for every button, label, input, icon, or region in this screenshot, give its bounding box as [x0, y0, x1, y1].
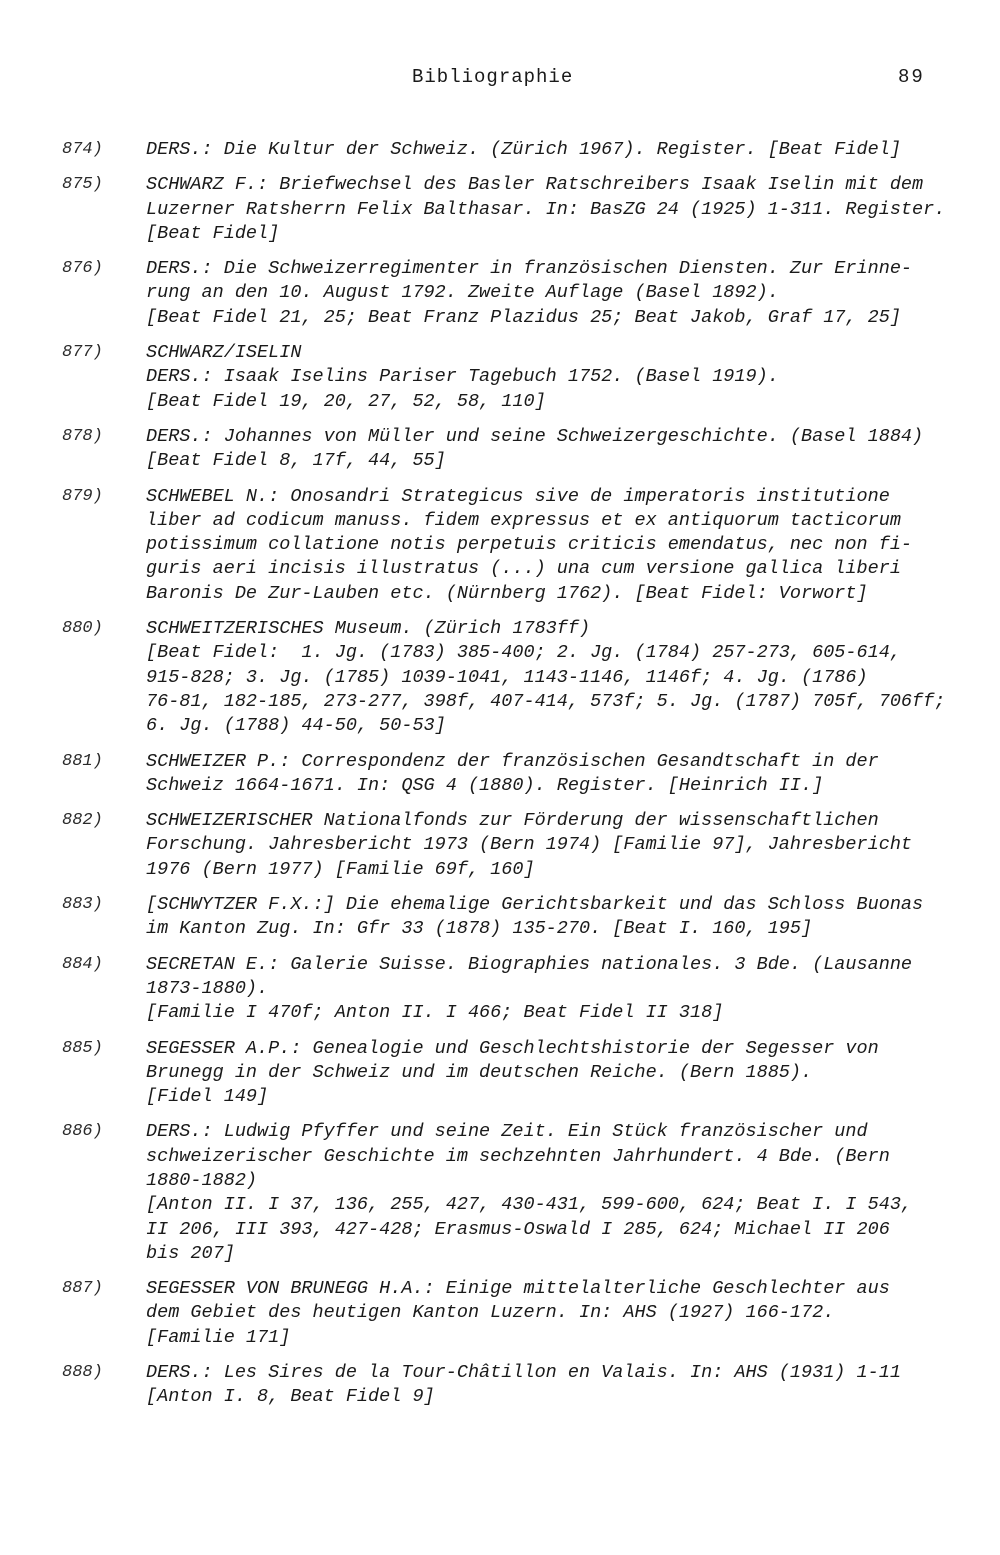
entry-line: schweizerischer Geschichte im sechzehnten Jahrhundert. 4 Bde. (Bern: [146, 1145, 890, 1167]
bibliography-entry: [0, 1361, 1000, 1410]
entry-line: SCHWARZ F.: Briefwechsel des Basler Ratschreibers Isaak Iselin mit dem: [146, 174, 924, 196]
entry-text: [146, 750, 966, 799]
entry-line: im Kanton Zug. In: Gfr 33 (1878) 135-270. [Beat I. 160, 195]: [146, 918, 813, 940]
entry-number: 874): [62, 140, 103, 159]
entry-line: Luzerner Ratsherrn Felix Balthasar. In: BasZG 24 (1925) 1-311. Register.: [146, 198, 946, 220]
entry-text: [146, 257, 966, 330]
entry-line: [Anton II. I 37, 136, 255, 427, 430-431, 599-600, 624; Beat I. I 543,: [146, 1194, 913, 1216]
entry-line: Brunegg in der Schweiz und im deutschen Reiche. (Bern 1885).: [146, 1061, 813, 1083]
entry-line: DERS.: Isaak Iselins Pariser Tagebuch 1752. (Basel 1919).: [146, 366, 779, 388]
bibliography-entry: [0, 953, 1000, 1026]
entry-text: [146, 617, 966, 738]
entry-line: SCHWEBEL N.: Onosandri Strategicus sive de imperatoris institutione: [146, 485, 890, 507]
entry-text: [146, 809, 966, 882]
entry-line: SCHWEIZERISCHER Nationalfonds zur Förderung der wissenschaftlichen: [146, 810, 879, 832]
entry-text: [146, 1361, 966, 1410]
entry-line: [Fidel 149]: [146, 1086, 269, 1108]
entry-line: SCHWEIZER P.: Correspondenz der französischen Gesandtschaft in der: [146, 750, 879, 772]
bibliography-entry: [0, 257, 1000, 330]
entry-number: 879): [62, 486, 103, 506]
page-number: 89: [898, 66, 925, 88]
entry-number: 875): [62, 175, 103, 195]
bibliography-entry: [0, 138, 1000, 162]
entry-number: 884): [62, 954, 103, 974]
bibliography-entry: [0, 750, 1000, 799]
entry-line: DERS.: Ludwig Pfyffer und seine Zeit. Ein Stück französischer und: [146, 1121, 868, 1143]
entry-line: potissimum collatione notis perpetuis criticis emendatus, nec non fi-: [146, 534, 913, 556]
entry-text: [146, 173, 966, 246]
entry-number: 883): [62, 895, 103, 915]
entry-line: dem Gebiet des heutigen Kanton Luzern. In: AHS (1927) 166-172.: [146, 1302, 835, 1324]
entry-number: 881): [62, 751, 103, 771]
bibliography-entry: [0, 1120, 1000, 1266]
bibliography-entry: [0, 341, 1000, 414]
entry-line: 1880-1882): [146, 1169, 258, 1191]
entry-line: [Beat Fidel 8, 17f, 44, 55]: [146, 450, 446, 472]
entry-number: 877): [62, 343, 103, 363]
entry-line: 1976 (Bern 1977) [Familie 69f, 160]: [146, 858, 535, 880]
entry-line: [Beat Fidel 19, 20, 27, 52, 58, 110]: [146, 390, 546, 412]
entry-text: [146, 138, 966, 162]
bibliography-entry: [0, 809, 1000, 882]
entry-line: [Anton I. 8, Beat Fidel 9]: [146, 1386, 435, 1408]
entry-line: DERS.: Die Kultur der Schweiz. (Zürich 1967). Register. [Beat Fidel]: [146, 139, 901, 160]
entry-number: 876): [62, 259, 103, 279]
bibliography-entry: [0, 1277, 1000, 1350]
entry-line: [Familie 171]: [146, 1326, 291, 1348]
entry-line: bis 207]: [146, 1242, 235, 1264]
entry-number: 887): [62, 1279, 103, 1299]
entry-line: SECRETAN E.: Galerie Suisse. Biographies nationales. 3 Bde. (Lausanne: [146, 953, 913, 975]
entry-text: [146, 425, 966, 474]
entry-text: [146, 1120, 966, 1266]
entry-number: 885): [62, 1038, 103, 1058]
entry-line: [Beat Fidel]: [146, 222, 280, 244]
entry-line: 6. Jg. (1788) 44-50, 50-53]: [146, 715, 446, 737]
bibliography-entry: [0, 173, 1000, 246]
entry-line: Schweiz 1664-1671. In: QSG 4 (1880). Register. [Heinrich II.]: [146, 774, 824, 796]
entry-number: 882): [62, 811, 103, 831]
entry-line: DERS.: Die Schweizerregimenter in französischen Diensten. Zur Erinne-: [146, 258, 913, 280]
entry-line: guris aeri incisis illustratus (...) una cum versione gallica liberi: [146, 558, 901, 580]
entry-line: [Familie I 470f; Anton II. I 466; Beat Fidel II 318]: [146, 1002, 724, 1024]
entry-number: 888): [62, 1363, 103, 1383]
entry-line: liber ad codicum manuss. fidem expressus et ex antiquorum tacticorum: [146, 509, 901, 531]
entry-line: DERS.: Johannes von Müller und seine Schweizergeschichte. (Basel 1884): [146, 425, 924, 447]
entry-line: rung an den 10. August 1792. Zweite Auflage (Basel 1892).: [146, 282, 779, 304]
bibliography-entry: [0, 893, 1000, 942]
entry-text: [146, 893, 966, 942]
entry-line: SCHWARZ/ISELIN: [146, 342, 302, 364]
entry-line: SEGESSER VON BRUNEGG H.A.: Einige mittelalterliche Geschlechter aus: [146, 1278, 890, 1300]
entry-number: 886): [62, 1122, 103, 1142]
entry-text: [146, 953, 966, 1026]
bibliography-entry: [0, 485, 1000, 606]
entry-line: SEGESSER A.P.: Genealogie und Geschlechtshistorie der Segesser von: [146, 1037, 879, 1059]
entry-text: [146, 1037, 966, 1110]
entry-line: Baronis De Zur-Lauben etc. (Nürnberg 1762). [Beat Fidel: Vorwort]: [146, 582, 868, 604]
entry-line: [Beat Fidel: 1. Jg. (1783) 385-400; 2. Jg. (1784) 257-273, 605-614,: [146, 642, 901, 664]
entry-line: Forschung. Jahresbericht 1973 (Bern 1974) [Familie 97], Jahresbericht: [146, 834, 913, 856]
entry-line: II 206, III 393, 427-428; Erasmus-Oswald I 285, 624; Michael II 206: [146, 1218, 890, 1240]
entry-line: 1873-1880).: [146, 977, 269, 999]
bibliography-list: [0, 138, 1000, 1421]
entry-text: [146, 485, 966, 606]
entry-number: 878): [62, 426, 103, 446]
entry-line: DERS.: Les Sires de la Tour-Châtillon en Valais. In: AHS (1931) 1-11: [146, 1362, 901, 1384]
entry-line: 76-81, 182-185, 273-277, 398f, 407-414, 573f; 5. Jg. (1787) 705f, 706ff;: [146, 690, 946, 712]
running-header-title: Bibliographie: [412, 66, 574, 88]
entry-line: [SCHWYTZER F.X.:] Die ehemalige Gerichtsbarkeit und das Schloss Buonas: [146, 894, 924, 916]
entry-line: 915-828; 3. Jg. (1785) 1039-1041, 1143-1146, 1146f; 4. Jg. (1786): [146, 666, 868, 688]
bibliography-entry: [0, 1037, 1000, 1110]
entry-number: 880): [62, 619, 103, 639]
entry-line: SCHWEITZERISCHES Museum. (Zürich 1783ff): [146, 618, 591, 640]
entry-text: [146, 1277, 966, 1350]
entry-line: [Beat Fidel 21, 25; Beat Franz Plazidus 25; Beat Jakob, Graf 17, 25]: [146, 306, 901, 328]
bibliography-entry: [0, 425, 1000, 474]
entry-text: [146, 341, 966, 414]
bibliography-entry: [0, 617, 1000, 738]
page-header: [0, 66, 1000, 96]
